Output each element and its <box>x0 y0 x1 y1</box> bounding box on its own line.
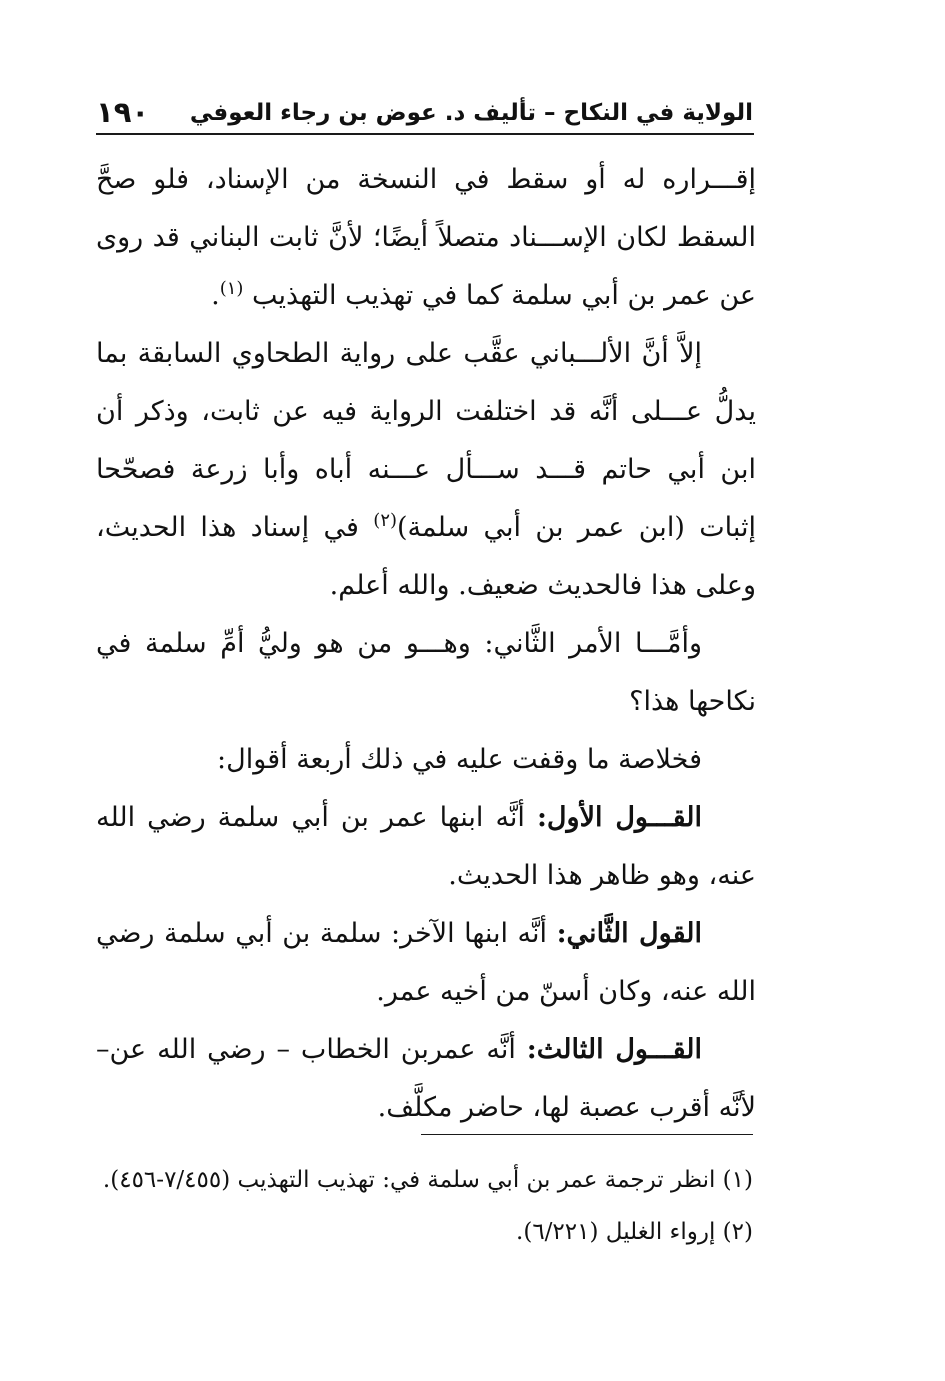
opinion-2 <box>96 905 756 1021</box>
footnote-1: (١) انظر ترجمة عمر بن أبي سلمة في: تهذيب التهذيب (٧/٤٥٥-٤٥٦). <box>102 1167 753 1193</box>
paragraph-4 <box>96 731 756 789</box>
paragraph-3-text: وأمَّـــا الأمر الثَّاني: وهـــو من هو وليُّ أمِّ سلمة في نكاحها هذا؟ <box>96 628 756 717</box>
paragraph-2-text: إلاَّ أنَّ الألـــباني عقَّب على رواية الطحاوي السابقة بما يدلُّ عـــلى أنَّه قد اختلفت الرواية فيه عن ثابت، وذكر أن ابن أبي حاتم قـــد ســـأل عـــنه أباه وأبا زرعة فصحّحا إثبات (ابن عمر بن أبي سلمة) <box>96 338 757 543</box>
paragraph-1 <box>96 151 756 325</box>
footnotes <box>102 1154 753 1258</box>
opinion-1 <box>96 789 756 905</box>
paragraph-1-end: . <box>211 280 220 311</box>
main-text <box>96 151 756 1137</box>
header-title: الولاية في النكاح – تأليف د. عوض بن رجاء العوفي <box>189 100 753 126</box>
paragraph-2-end: في إسناد هذا الحديث، وعلى هذا فالحديث ضعيف. والله أعلم. <box>96 512 756 601</box>
paragraph-1-text: إقـــراره له أو سقط في النسخة من الإسناد، فلو صحَّ السقط لكان الإســـناد متصلاً أيضًا؛ لأنَّ ثابت البناني قد روى عن عمر بن أبي سلمة كما في تهذيب التهذيب <box>96 164 756 311</box>
opinion-3 <box>96 1021 756 1137</box>
footnote-2: (٢) إرواء الغليل (٦/٢٢١). <box>516 1219 753 1245</box>
opinion-2-text: أنَّه ابنها الآخر: سلمة بن أبي سلمة رضي الله عنه، وكان أسنّ من أخيه عمر. <box>96 918 756 1007</box>
footnote-separator <box>421 1134 753 1135</box>
footnote-marker-1: (١) <box>219 278 244 299</box>
paragraph-4-text: فخلاصة ما وقفت عليه في ذلك أربعة أقوال: <box>217 744 702 775</box>
footnote-marker-2: (٢) <box>373 510 398 531</box>
opinion-1-text: أنَّه ابنها عمر بن أبي سلمة رضي الله عنه، وهو ظاهر هذا الحديث. <box>96 802 756 891</box>
running-header <box>96 95 753 132</box>
page-number: ١٩٠ <box>96 95 150 129</box>
opinion-3-label: القـــول الثالث: <box>526 1034 702 1065</box>
opinion-1-label: القـــول الأول: <box>536 802 702 833</box>
paragraph-2 <box>96 325 756 615</box>
opinion-3-text: أنَّه عمربن الخطاب – رضي الله عن– لأنَّه أقرب عصبة لها، حاضر مكلَّف. <box>96 1034 756 1123</box>
opinion-2-label: القول الثَّاني: <box>556 918 702 949</box>
header-rule <box>96 133 754 135</box>
paragraph-3 <box>96 615 756 731</box>
